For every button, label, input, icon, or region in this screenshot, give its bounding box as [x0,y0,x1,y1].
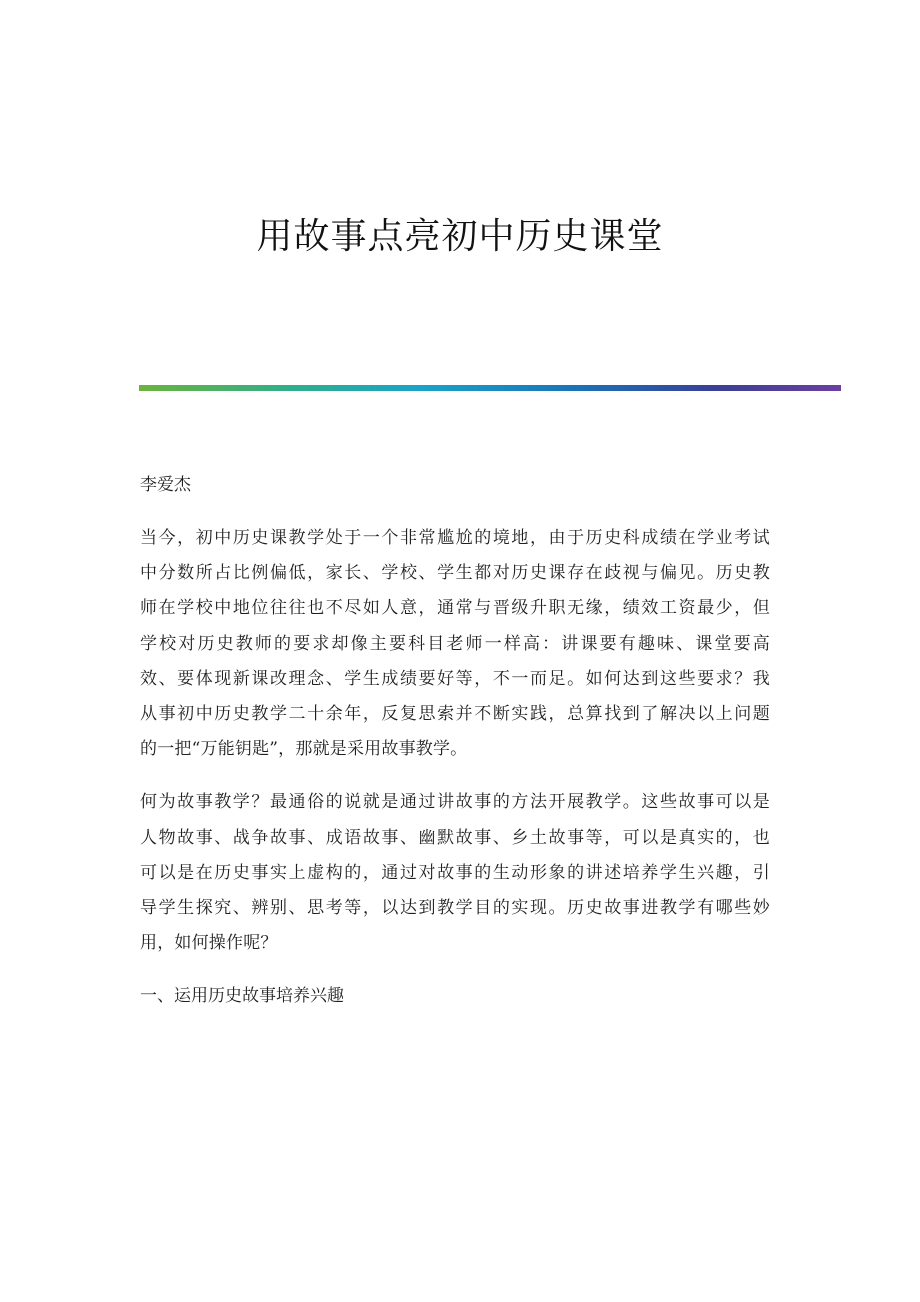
paragraph-line: 可以是在历史事实上虚构的，通过对故事的生动形象的讲述培养学生兴趣，引 [140,862,770,883]
section-heading: 一、运用历史故事培养兴趣 [140,986,344,1007]
paragraph-line: 的一把“万能钥匙”，那就是采用故事教学。 [140,739,468,760]
paragraph-line: 师在学校中地位往往也不尽如人意，通常与晋级升职无缘，绩效工资最少，但 [140,598,770,619]
paragraph-2 [140,785,770,961]
paragraph-line: 学校对历史教师的要求却像主要科目老师一样高：讲课要有趣味、课堂要高 [140,633,770,654]
paragraph-line: 用，如何操作呢？ [140,933,278,954]
paragraph-line: 当今，初中历史课教学处于一个非常尴尬的境地，由于历史科成绩在学业考试 [140,528,770,548]
paragraph-line: 效、要体现新课改理念、学生成绩要好等，不一而足。如何达到这些要求？我 [140,668,770,689]
paragraph-line: 人物故事、战争故事、成语故事、幽默故事、乡土故事等，可以是真实的，也 [140,827,770,848]
author-name: 李爱杰 [140,475,191,495]
paragraph-line: 何为故事教学？最通俗的说就是通过讲故事的方法开展教学。这些故事可以是 [140,792,770,813]
paragraph-line: 中分数所占比例偏低，家长、学校、学生都对历史课存在歧视与偏见。历史教 [140,563,770,584]
paragraph-1 [140,521,770,767]
title-divider [139,385,841,391]
document-title: 用故事点亮初中历史课堂 [256,216,664,257]
document-body [140,468,770,1014]
paragraph-line: 导学生探究、辨别、思考等，以达到教学目的实现。历史故事进教学有哪些妙 [140,897,770,918]
paragraph-line: 从事初中历史教学二十余年，反复思索并不断实践，总算找到了解决以上问题 [140,703,770,724]
